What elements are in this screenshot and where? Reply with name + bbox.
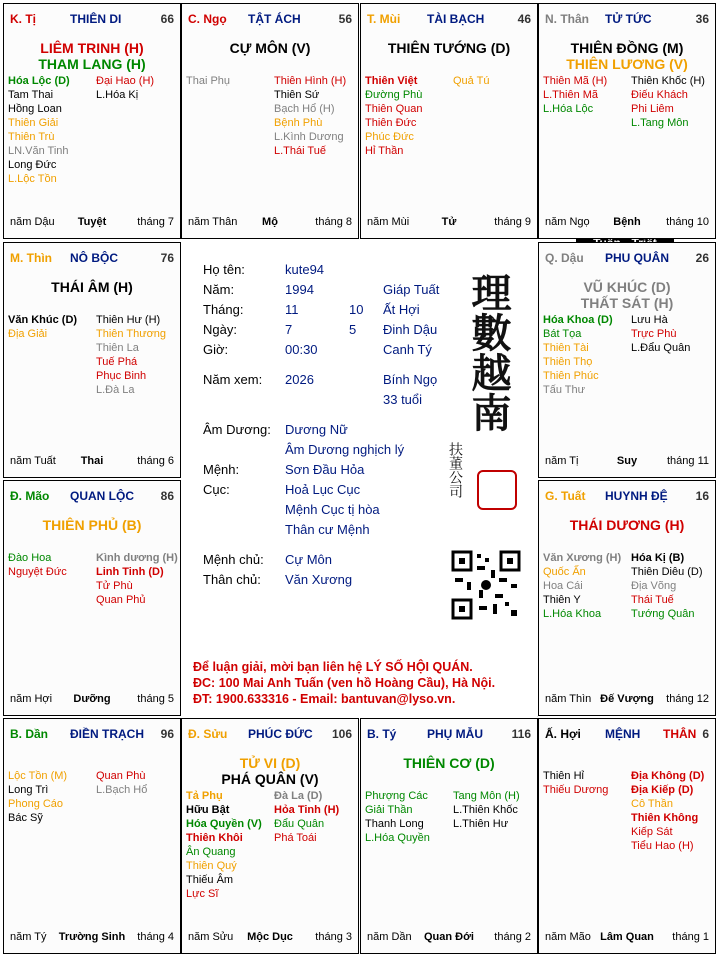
month-label: tháng 7 bbox=[137, 216, 174, 228]
minor-star: Lực Sĩ bbox=[186, 888, 219, 900]
life-stage: Thai bbox=[80, 455, 104, 467]
minor-stars-right bbox=[631, 769, 704, 853]
minor-stars-right bbox=[96, 769, 147, 797]
name-value: kute94 bbox=[285, 262, 325, 277]
minor-star: Thiên Hư (H) bbox=[96, 314, 161, 326]
minor-star: Kiếp Sát bbox=[631, 826, 673, 838]
minor-star: Hữu Bật bbox=[186, 804, 230, 816]
palace-cell-hoi[interactable] bbox=[538, 718, 716, 954]
minor-star: L.Thái Tuế bbox=[274, 145, 326, 157]
minor-star: Bác Sỹ bbox=[8, 812, 43, 824]
cuc-note: Mệnh Cục tị hòa bbox=[285, 502, 380, 517]
month-label: tháng 2 bbox=[494, 931, 531, 943]
palace-cell-ngo[interactable] bbox=[181, 3, 359, 239]
decade-age: 46 bbox=[517, 12, 531, 26]
palace-cell-than[interactable] bbox=[538, 3, 716, 239]
am-duong-label: Âm Dương: bbox=[203, 422, 271, 437]
main-star: THÁI DƯƠNG (H) bbox=[569, 517, 685, 533]
life-stage: Trường Sinh bbox=[58, 931, 126, 943]
minor-star: Quan Phủ bbox=[96, 594, 146, 606]
decade-age: 116 bbox=[511, 727, 531, 741]
palace-cell-dau[interactable] bbox=[538, 242, 716, 478]
minor-star: Kình dương (H) bbox=[96, 552, 178, 564]
minor-stars-right bbox=[631, 74, 705, 130]
month-label: tháng 12 bbox=[666, 693, 709, 705]
branch-label: K. Tị bbox=[10, 12, 36, 26]
minor-star: Thiên Mã (H) bbox=[543, 75, 608, 87]
day-solar: 7 bbox=[285, 322, 293, 337]
decade-age: 76 bbox=[160, 251, 174, 265]
minor-star: Hỉ Thần bbox=[365, 145, 404, 157]
minor-star: LN.Văn Tinh bbox=[8, 145, 69, 157]
minor-star: L.Đẩu Quân bbox=[631, 342, 691, 354]
center-info-panel bbox=[181, 242, 538, 716]
minor-star: L.Thiên Hư bbox=[453, 818, 509, 830]
palace-footer bbox=[10, 693, 174, 707]
minor-star: Thanh Long bbox=[365, 818, 424, 830]
main-star: THAM LANG (H) bbox=[38, 56, 146, 72]
palace-cell-mao[interactable] bbox=[3, 480, 181, 716]
minor-star: Hóa Quyền (V) bbox=[186, 818, 262, 830]
main-stars bbox=[361, 40, 537, 56]
name-label: Họ tên: bbox=[203, 262, 245, 277]
palace-name: PHỤ MẪU bbox=[427, 727, 483, 741]
decade-age: 66 bbox=[160, 12, 174, 26]
month-label: tháng 8 bbox=[315, 216, 352, 228]
minor-stars-right bbox=[96, 74, 154, 102]
hour-canchi: Canh Tý bbox=[383, 342, 432, 357]
minor-star: Tam Thai bbox=[8, 89, 54, 101]
palace-name: TỬ TỨC bbox=[605, 12, 652, 26]
year-label: Năm: bbox=[203, 282, 235, 297]
minor-star: Thiên Hình (H) bbox=[274, 75, 347, 87]
decade-age: 6 bbox=[702, 727, 709, 741]
minor-star: Thái Tuế bbox=[631, 594, 674, 606]
than-chu-label: Thân chủ: bbox=[203, 572, 261, 587]
minor-stars-left bbox=[543, 74, 607, 116]
minor-star: Bạch Hổ (H) bbox=[274, 103, 335, 115]
palace-name: TẬT ÁCH bbox=[248, 12, 301, 26]
view-year-canchi: Bính Ngọ bbox=[383, 372, 438, 387]
minor-star: Tiểu Hao (H) bbox=[631, 840, 694, 852]
branch-label: Ấ. Hợi bbox=[545, 727, 581, 741]
minor-stars-left bbox=[8, 551, 67, 579]
palace-footer bbox=[545, 693, 709, 707]
am-duong-value: Dương Nữ bbox=[285, 422, 348, 437]
life-stage: Đế Vượng bbox=[600, 693, 654, 705]
view-year-label: Năm xem: bbox=[203, 372, 263, 387]
minor-star: Long Trì bbox=[8, 784, 49, 796]
life-stage: Suy bbox=[616, 455, 638, 467]
ad-line-1: Để luận giải, mời bạn liên hệ LÝ SỐ HỘI QUÁN. bbox=[193, 660, 473, 674]
month-lunar: 10 bbox=[349, 302, 364, 317]
minor-star: Địa Không (D) bbox=[631, 770, 705, 782]
minor-star: Địa Kiếp (D) bbox=[631, 784, 694, 796]
life-stage: Lâm Quan bbox=[600, 931, 654, 943]
minor-star: Đẩu Quân bbox=[274, 818, 325, 830]
palace-name: HUYNH ĐỆ bbox=[605, 489, 668, 503]
hour-value: 00:30 bbox=[285, 342, 318, 357]
month-label: tháng 5 bbox=[137, 693, 174, 705]
minor-star: Tấu Thư bbox=[543, 384, 586, 396]
than-cu-note: Thân cư Mệnh bbox=[285, 522, 370, 537]
main-star: THIÊN CƠ (D) bbox=[403, 755, 495, 771]
than-marker: THÂN bbox=[663, 727, 697, 741]
palace-name: NÔ BỘC bbox=[70, 251, 118, 265]
minor-star: Bát Tọa bbox=[543, 328, 582, 340]
ad-line-2: ĐC: 100 Mai Anh Tuấn (ven hồ Hoàng Cầu), Hà Nội. bbox=[193, 676, 496, 690]
minor-star: Thiên Đức bbox=[365, 117, 417, 129]
palace-name: PHU QUÂN bbox=[605, 251, 670, 265]
year-label: năm Thân bbox=[188, 216, 238, 228]
minor-star: Thiên Trù bbox=[8, 131, 55, 143]
palace-footer bbox=[188, 216, 352, 230]
life-stage: Mộc Dục bbox=[247, 931, 293, 943]
month-label: tháng 4 bbox=[137, 931, 174, 943]
year-label: năm Thìn bbox=[545, 693, 592, 705]
branch-label: Q. Dậu bbox=[545, 251, 584, 265]
hour-label: Giờ: bbox=[203, 342, 229, 357]
main-star: THÁI ÂM (H) bbox=[51, 279, 133, 295]
minor-stars-left bbox=[8, 769, 67, 825]
palace-header bbox=[10, 489, 174, 505]
minor-star: Tang Môn (H) bbox=[453, 790, 520, 802]
decade-age: 16 bbox=[695, 489, 709, 503]
main-stars bbox=[539, 517, 715, 533]
palace-header bbox=[367, 12, 531, 28]
branch-label: T. Mùi bbox=[367, 12, 401, 26]
palace-cell-ti[interactable] bbox=[3, 3, 181, 239]
year-label: năm Sửu bbox=[188, 931, 234, 943]
life-stage: Tuyệt bbox=[77, 216, 107, 228]
palace-header bbox=[545, 12, 709, 28]
palace-header bbox=[188, 12, 352, 28]
main-stars bbox=[4, 517, 180, 533]
minor-star: Hóa Kị (B) bbox=[631, 552, 685, 564]
minor-star: Bệnh Phù bbox=[274, 117, 323, 129]
year-canchi: Giáp Tuất bbox=[383, 282, 440, 297]
minor-star: Thiên Phúc bbox=[543, 370, 599, 382]
ad-line-3: ĐT: 1900.633316 - Email: bantuvan@lyso.vn. bbox=[193, 692, 456, 706]
decade-age: 96 bbox=[160, 727, 174, 741]
minor-star: Thiếu Dương bbox=[543, 784, 609, 796]
minor-stars-left bbox=[543, 551, 621, 621]
palace-footer bbox=[10, 216, 174, 230]
palace-header bbox=[545, 727, 709, 743]
month-label: tháng 6 bbox=[137, 455, 174, 467]
calligraphy-logo: 理數越南 bbox=[465, 272, 512, 432]
minor-star: Văn Khúc (D) bbox=[8, 314, 78, 326]
main-star: CỰ MÔN (V) bbox=[229, 40, 311, 56]
minor-star: Thiên Sứ bbox=[274, 89, 320, 101]
palace-footer bbox=[545, 216, 709, 230]
year-label: năm Mão bbox=[545, 931, 591, 943]
minor-stars-right bbox=[631, 551, 703, 621]
minor-star: L.Hóa Kị bbox=[96, 89, 139, 101]
branch-label: B. Tý bbox=[367, 727, 397, 741]
minor-star: Phi Liêm bbox=[631, 103, 674, 115]
minor-star: Thiên Không bbox=[631, 812, 699, 824]
minor-star: Thiên Quan bbox=[365, 103, 423, 115]
minor-star: L.Thiên Khốc bbox=[453, 804, 518, 816]
palace-footer bbox=[545, 455, 709, 469]
palace-name: PHÚC ĐỨC bbox=[248, 727, 313, 741]
view-year-value: 2026 bbox=[285, 372, 314, 387]
minor-star: Thiên Tài bbox=[543, 342, 589, 354]
menh-chu-value: Cự Môn bbox=[285, 552, 332, 567]
palace-footer bbox=[10, 455, 174, 469]
minor-star: Thiên Quý bbox=[186, 860, 237, 872]
minor-star: Tướng Quân bbox=[631, 608, 695, 620]
decade-age: 26 bbox=[695, 251, 709, 265]
palace-header bbox=[10, 727, 174, 743]
minor-star: L.Hóa Khoa bbox=[543, 608, 602, 620]
palace-footer bbox=[367, 931, 531, 945]
minor-star: Quốc Ấn bbox=[543, 566, 586, 578]
month-solar: 11 bbox=[285, 302, 299, 317]
main-star: THIÊN PHỦ (B) bbox=[42, 517, 142, 533]
year-label: năm Hợi bbox=[10, 693, 53, 705]
main-star: LIÊM TRINH (H) bbox=[40, 40, 144, 56]
palace-cell-thin[interactable] bbox=[3, 242, 181, 478]
minor-stars-right bbox=[96, 313, 166, 397]
day-label: Ngày: bbox=[203, 322, 237, 337]
life-stage: Dưỡng bbox=[73, 693, 111, 705]
year-label: năm Dậu bbox=[10, 216, 55, 228]
minor-star: Đào Hoa bbox=[8, 552, 52, 564]
minor-star: Thiên Giải bbox=[8, 117, 59, 129]
palace-name: TÀI BẠCH bbox=[427, 12, 485, 26]
minor-star: Long Đức bbox=[8, 159, 57, 171]
am-duong-note: Âm Dương nghịch lý bbox=[285, 442, 405, 457]
minor-star: L.Bạch Hổ bbox=[96, 784, 148, 796]
year-label: năm Tị bbox=[545, 455, 579, 467]
main-stars bbox=[182, 755, 358, 787]
minor-star: Phượng Các bbox=[365, 790, 428, 802]
minor-star: Hóa Khoa (D) bbox=[543, 314, 613, 326]
minor-star: Thiên Thương bbox=[96, 328, 167, 340]
year-value: 1994 bbox=[285, 282, 314, 297]
month-label: tháng 1 bbox=[672, 931, 709, 943]
branch-label: C. Ngọ bbox=[188, 12, 227, 26]
minor-star: Hóa Lộc (D) bbox=[8, 75, 70, 87]
main-stars bbox=[361, 755, 537, 771]
palace-name: THIÊN DI bbox=[70, 12, 122, 26]
year-label: năm Tuất bbox=[10, 455, 56, 467]
palace-header bbox=[10, 12, 174, 28]
palace-name: ĐIỀN TRẠCH bbox=[70, 727, 144, 741]
minor-star: Thiên Diêu (D) bbox=[631, 566, 703, 578]
minor-star: Hỏa Tinh (H) bbox=[274, 804, 340, 816]
palace-footer bbox=[10, 931, 174, 945]
palace-header bbox=[188, 727, 352, 743]
main-stars bbox=[539, 40, 715, 72]
month-label: tháng 10 bbox=[666, 216, 709, 228]
main-stars bbox=[4, 40, 180, 72]
day-lunar: 5 bbox=[349, 322, 357, 337]
minor-star: Thiên Thọ bbox=[543, 356, 593, 368]
minor-star: Điếu Khách bbox=[631, 89, 688, 101]
minor-star: Linh Tinh (D) bbox=[96, 566, 164, 578]
minor-star: Nguyệt Đức bbox=[8, 566, 67, 578]
decade-age: 56 bbox=[338, 12, 352, 26]
age-value: 33 tuổi bbox=[383, 392, 423, 407]
year-label: năm Tý bbox=[10, 931, 47, 943]
life-stage: Mộ bbox=[262, 216, 278, 228]
minor-star: Thiên La bbox=[96, 342, 139, 354]
menh-label: Mệnh: bbox=[203, 462, 240, 477]
minor-stars-left bbox=[365, 789, 430, 845]
cuc-label: Cục: bbox=[203, 482, 230, 497]
minor-star: Quan Phù bbox=[96, 770, 146, 782]
minor-stars-right bbox=[96, 551, 178, 607]
minor-star: L.Thiên Mã bbox=[543, 89, 599, 101]
minor-star: L.Lộc Tồn bbox=[8, 173, 57, 185]
palace-cell-ty[interactable] bbox=[360, 718, 538, 954]
minor-star: Quả Tú bbox=[453, 75, 490, 87]
branch-label: Đ. Sửu bbox=[188, 727, 228, 741]
minor-star: Phong Cáo bbox=[8, 798, 64, 810]
minor-star: Hồng Loan bbox=[8, 103, 62, 115]
minor-star: Địa Giải bbox=[8, 328, 48, 340]
minor-star: Tuế Phá bbox=[96, 356, 138, 368]
minor-star: Đại Hao (H) bbox=[96, 75, 155, 87]
branch-label: M. Thìn bbox=[10, 251, 52, 265]
main-star: THIÊN LƯƠNG (V) bbox=[566, 56, 688, 72]
minor-star: Lộc Tồn (M) bbox=[8, 770, 68, 782]
calligraphy-small: 扶董公司 bbox=[447, 442, 463, 498]
minor-star: L.Đà La bbox=[96, 384, 135, 396]
minor-star: Thiên Hỉ bbox=[543, 770, 584, 782]
main-stars bbox=[182, 40, 358, 56]
palace-header bbox=[545, 251, 709, 267]
minor-star: Giải Thần bbox=[365, 804, 413, 816]
main-star: THIÊN ĐỒNG (M) bbox=[570, 40, 684, 56]
palace-header bbox=[545, 489, 709, 505]
minor-star: Trực Phù bbox=[631, 328, 677, 340]
minor-star: Tả Phụ bbox=[186, 790, 223, 802]
main-star: VŨ KHÚC (D) bbox=[583, 279, 671, 295]
minor-star: Văn Xương (H) bbox=[543, 552, 622, 564]
minor-star: Đường Phù bbox=[365, 89, 423, 101]
minor-star: Hoa Cái bbox=[543, 580, 583, 592]
menh-value: Sơn Đầu Hỏa bbox=[285, 462, 365, 477]
minor-stars-left bbox=[8, 74, 70, 186]
decade-age: 86 bbox=[160, 489, 174, 503]
life-stage: Quan Đới bbox=[424, 931, 474, 943]
palace-header bbox=[10, 251, 174, 267]
qr-code-icon bbox=[451, 550, 521, 620]
minor-star: Tử Phù bbox=[96, 580, 133, 592]
minor-stars-left bbox=[186, 74, 230, 88]
menh-chu-label: Mệnh chủ: bbox=[203, 552, 264, 567]
month-label: Tháng: bbox=[203, 302, 244, 317]
minor-star: Thiên Việt bbox=[365, 75, 418, 87]
palace-footer bbox=[367, 216, 531, 230]
main-star: PHÁ QUÂN (V) bbox=[221, 771, 319, 787]
minor-stars-right bbox=[453, 74, 490, 88]
minor-star: Cô Thần bbox=[631, 798, 673, 810]
main-star: TỬ VI (D) bbox=[239, 755, 301, 771]
palace-header bbox=[367, 727, 531, 743]
year-label: năm Ngọ bbox=[545, 216, 590, 228]
branch-label: Đ. Mão bbox=[10, 489, 50, 503]
branch-label: G. Tuất bbox=[545, 489, 586, 503]
minor-stars-right bbox=[274, 74, 346, 158]
palace-cell-suu[interactable] bbox=[181, 718, 359, 954]
palace-footer bbox=[188, 931, 352, 945]
minor-star: Thiếu Âm bbox=[186, 874, 234, 886]
year-label: năm Dần bbox=[367, 931, 412, 943]
minor-star: Thiên Khôi bbox=[186, 832, 243, 844]
branch-label: B. Dần bbox=[10, 727, 49, 741]
minor-stars-right bbox=[631, 313, 690, 355]
minor-stars-left bbox=[365, 74, 422, 158]
palace-cell-dan[interactable] bbox=[3, 718, 181, 954]
minor-stars-left bbox=[543, 769, 608, 797]
red-seal bbox=[477, 470, 517, 510]
palace-cell-tuat[interactable] bbox=[538, 480, 716, 716]
minor-star: L.Tang Môn bbox=[631, 117, 689, 129]
palace-footer bbox=[545, 931, 709, 945]
minor-stars-left bbox=[543, 313, 613, 397]
minor-stars-left bbox=[8, 313, 77, 341]
month-label: tháng 11 bbox=[666, 455, 709, 467]
decade-age: 106 bbox=[331, 727, 352, 741]
minor-stars-right bbox=[453, 789, 520, 831]
branch-label: N. Thân bbox=[545, 12, 589, 26]
minor-star: L.Kình Dương bbox=[274, 131, 344, 143]
life-stage: Tử bbox=[441, 216, 457, 228]
main-stars bbox=[4, 279, 180, 295]
minor-stars-right bbox=[274, 789, 339, 845]
minor-star: Thai Phụ bbox=[186, 75, 231, 87]
minor-star: Thiên Khốc (H) bbox=[631, 75, 705, 87]
palace-name: MỆNH bbox=[605, 727, 641, 741]
minor-star: Lưu Hà bbox=[631, 314, 668, 326]
month-label: tháng 9 bbox=[494, 216, 531, 228]
than-chu-value: Văn Xương bbox=[285, 572, 353, 587]
minor-star: Phúc Đức bbox=[365, 131, 414, 143]
main-star: THIÊN TƯỚNG (D) bbox=[387, 40, 511, 56]
minor-stars-left bbox=[186, 789, 262, 901]
minor-star: Đà La (D) bbox=[274, 790, 323, 802]
minor-star: Ân Quang bbox=[186, 846, 236, 858]
life-stage: Bệnh bbox=[613, 216, 641, 228]
minor-star: Phục Binh bbox=[96, 370, 147, 382]
palace-name: QUAN LỘC bbox=[70, 489, 134, 503]
month-canchi: Ất Hợi bbox=[383, 302, 420, 317]
month-label: tháng 3 bbox=[315, 931, 352, 943]
minor-star: Địa Võng bbox=[631, 580, 677, 592]
minor-star: L.Hóa Quyền bbox=[365, 832, 430, 844]
main-star: THẤT SÁT (H) bbox=[580, 295, 674, 311]
minor-star: L.Hóa Lộc bbox=[543, 103, 594, 115]
day-canchi: Đinh Dậu bbox=[383, 322, 438, 337]
cuc-value: Hoả Lục Cục bbox=[285, 482, 361, 497]
palace-cell-mui[interactable] bbox=[360, 3, 538, 239]
main-stars bbox=[539, 279, 715, 311]
year-label: năm Mùi bbox=[367, 216, 410, 228]
minor-star: Phá Toái bbox=[274, 832, 317, 844]
minor-star: Thiên Y bbox=[543, 594, 581, 606]
decade-age: 36 bbox=[695, 12, 709, 26]
